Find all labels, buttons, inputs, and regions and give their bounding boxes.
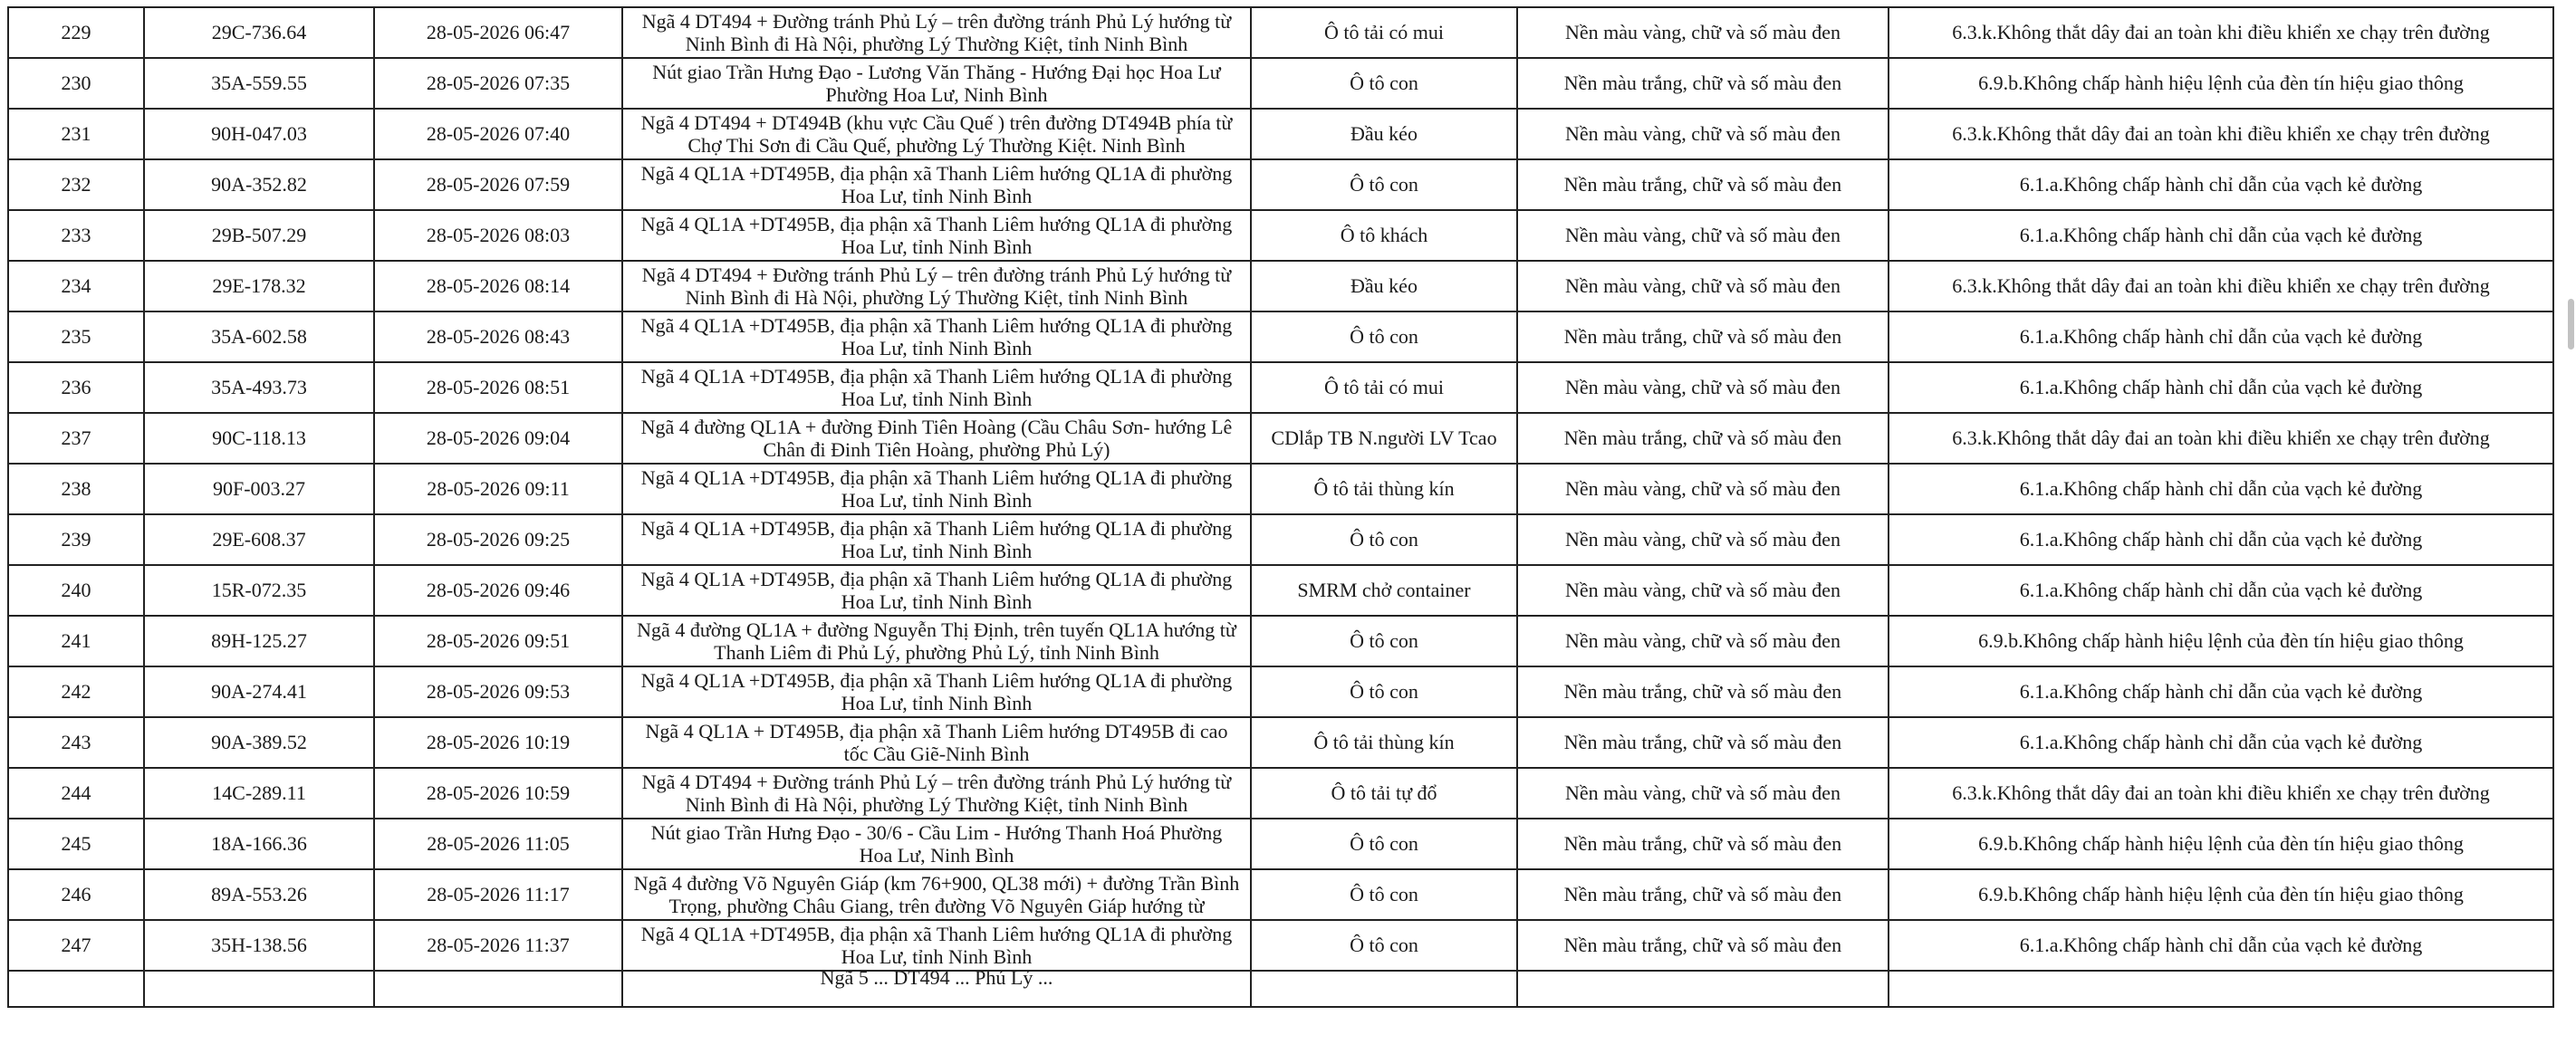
location-text: Ngã 4 QL1A +DT495B, địa phận xã Thanh Liêm hướng QL1A đi phường Hoa Lư, tỉnh Ninh Bình bbox=[640, 517, 1233, 562]
cell-stt[interactable]: 241 bbox=[8, 616, 144, 666]
table-row bbox=[8, 717, 2553, 768]
location-text: Ngã 4 đường QL1A + đường Nguyễn Thị Định, trên tuyến QL1A hướng từ Thanh Liêm đi Phủ Lý, phường Phủ Lý, tỉnh Ninh Bình bbox=[637, 618, 1236, 664]
cell-vehicle-type[interactable]: Ô tô con bbox=[1251, 159, 1517, 210]
cell-time[interactable]: 28-05-2026 08:14 bbox=[374, 261, 622, 311]
cell-plate[interactable]: 90A-274.41 bbox=[144, 666, 374, 717]
cell-location[interactable] bbox=[622, 971, 1251, 1007]
cell-plate[interactable]: 15R-072.35 bbox=[144, 565, 374, 616]
cell-plate-color[interactable]: Nền màu vàng, chữ và số màu đen bbox=[1517, 768, 1889, 819]
cell-plate[interactable]: 90A-352.82 bbox=[144, 159, 374, 210]
cell-vehicle-type[interactable]: SMRM chở container bbox=[1251, 565, 1517, 616]
cell-plate-color[interactable]: Nền màu trắng, chữ và số màu đen bbox=[1517, 666, 1889, 717]
cell-plate[interactable]: 29C-736.64 bbox=[144, 7, 374, 58]
cell-plate[interactable]: 29E-608.37 bbox=[144, 514, 374, 565]
cell-vehicle-type[interactable]: Ô tô tải có mui bbox=[1251, 7, 1517, 58]
cell-time[interactable]: 28-05-2026 08:03 bbox=[374, 210, 622, 261]
location-text: Nút giao Trần Hưng Đạo - Lương Văn Thăng - Hướng Đại học Hoa Lư Phường Hoa Lư, Ninh Bình bbox=[652, 61, 1221, 106]
table-row bbox=[8, 514, 2553, 565]
location-text: Ngã 4 QL1A +DT495B, địa phận xã Thanh Liêm hướng QL1A đi phường Hoa Lư, tỉnh Ninh Bình bbox=[640, 162, 1233, 207]
cell-time[interactable] bbox=[374, 971, 622, 1007]
table-row bbox=[8, 616, 2553, 666]
cell-time[interactable]: 28-05-2026 07:40 bbox=[374, 109, 622, 159]
cell-violation[interactable]: 6.9.b.Không chấp hành hiệu lệnh của đèn tín hiệu giao thông bbox=[1889, 58, 2553, 109]
cell-violation[interactable]: 6.1.a.Không chấp hành chỉ dẫn của vạch kẻ đường bbox=[1889, 565, 2553, 616]
cell-plate-color[interactable]: Nền màu trắng, chữ và số màu đen bbox=[1517, 159, 1889, 210]
cell-stt[interactable]: 232 bbox=[8, 159, 144, 210]
table-row bbox=[8, 311, 2553, 362]
cell-violation[interactable]: 6.1.a.Không chấp hành chỉ dẫn của vạch kẻ đường bbox=[1889, 311, 2553, 362]
cell-stt[interactable]: 239 bbox=[8, 514, 144, 565]
cell-plate[interactable]: 35H-138.56 bbox=[144, 920, 374, 971]
table-row bbox=[8, 362, 2553, 413]
cell-location[interactable] bbox=[622, 869, 1251, 920]
cell-stt[interactable]: 245 bbox=[8, 819, 144, 869]
cell-stt[interactable]: 244 bbox=[8, 768, 144, 819]
cell-stt[interactable]: 246 bbox=[8, 869, 144, 920]
cell-time[interactable]: 28-05-2026 09:25 bbox=[374, 514, 622, 565]
cell-plate-color[interactable]: Nền màu vàng, chữ và số màu đen bbox=[1517, 109, 1889, 159]
cell-plate[interactable]: 89H-125.27 bbox=[144, 616, 374, 666]
cell-stt[interactable]: 229 bbox=[8, 7, 144, 58]
cell-plate-color[interactable]: Nền màu trắng, chữ và số màu đen bbox=[1517, 58, 1889, 109]
cell-location[interactable] bbox=[622, 311, 1251, 362]
cell-plate-color[interactable]: Nền màu vàng, chữ và số màu đen bbox=[1517, 565, 1889, 616]
cell-violation[interactable]: 6.1.a.Không chấp hành chỉ dẫn của vạch kẻ đường bbox=[1889, 920, 2553, 971]
cell-vehicle-type[interactable]: Đầu kéo bbox=[1251, 261, 1517, 311]
cell-location[interactable] bbox=[622, 768, 1251, 819]
cell-time[interactable]: 28-05-2026 11:05 bbox=[374, 819, 622, 869]
cell-vehicle-type[interactable]: Ô tô con bbox=[1251, 819, 1517, 869]
cell-location[interactable] bbox=[622, 666, 1251, 717]
cell-violation[interactable]: 6.1.a.Không chấp hành chỉ dẫn của vạch kẻ đường bbox=[1889, 210, 2553, 261]
cell-violation[interactable] bbox=[1889, 971, 2553, 1007]
location-text: Ngã 4 QL1A +DT495B, địa phận xã Thanh Liêm hướng QL1A đi phường Hoa Lư, tỉnh Ninh Bình bbox=[640, 669, 1233, 714]
cell-location[interactable] bbox=[622, 362, 1251, 413]
cell-violation[interactable]: 6.3.k.Không thắt dây đai an toàn khi điều khiển xe chạy trên đường bbox=[1889, 413, 2553, 464]
cell-stt[interactable]: 235 bbox=[8, 311, 144, 362]
cell-violation[interactable]: 6.3.k.Không thắt dây đai an toàn khi điều khiển xe chạy trên đường bbox=[1889, 7, 2553, 58]
cell-time[interactable]: 28-05-2026 10:59 bbox=[374, 768, 622, 819]
cell-plate[interactable]: 90A-389.52 bbox=[144, 717, 374, 768]
violations-table bbox=[7, 6, 2554, 1008]
location-text: Ngã 4 DT494 + Đường tránh Phủ Lý – trên đường tránh Phủ Lý hướng từ Ninh Bình đi Hà Nội, phường Lý Thường Kiệt, tỉnh Ninh Bình bbox=[641, 771, 1232, 816]
cell-plate[interactable]: 90H-047.03 bbox=[144, 109, 374, 159]
location-text: Ngã 4 QL1A +DT495B, địa phận xã Thanh Liêm hướng QL1A đi phường Hoa Lư, tỉnh Ninh Bình bbox=[640, 923, 1233, 968]
cell-stt[interactable]: 234 bbox=[8, 261, 144, 311]
table-row bbox=[8, 464, 2553, 514]
cell-location[interactable] bbox=[622, 210, 1251, 261]
cell-location[interactable] bbox=[622, 109, 1251, 159]
cell-plate[interactable]: 90C-118.13 bbox=[144, 413, 374, 464]
location-text: Ngã 4 QL1A +DT495B, địa phận xã Thanh Liêm hướng QL1A đi phường Hoa Lư, tỉnh Ninh Bình bbox=[640, 314, 1233, 359]
cell-vehicle-type[interactable]: Ô tô tải thùng kín bbox=[1251, 717, 1517, 768]
location-text: Ngã 4 đường Võ Nguyên Giáp (km 76+900, QL38 mới) + đường Trần Bình Trọng, phường Châu Giang, trên đường Võ Nguyên Giáp hướng từ bbox=[633, 872, 1240, 917]
cell-time[interactable]: 28-05-2026 08:43 bbox=[374, 311, 622, 362]
cell-plate[interactable]: 18A-166.36 bbox=[144, 819, 374, 869]
cell-plate-color[interactable]: Nền màu vàng, chữ và số màu đen bbox=[1517, 7, 1889, 58]
table-row bbox=[8, 413, 2553, 464]
cell-location[interactable] bbox=[622, 261, 1251, 311]
location-text: Ngã 4 DT494 + Đường tránh Phủ Lý – trên đường tránh Phủ Lý hướng từ Ninh Bình đi Hà Nội, phường Lý Thường Kiệt, tỉnh Ninh Bình bbox=[641, 264, 1232, 309]
cell-plate-color[interactable]: Nền màu vàng, chữ và số màu đen bbox=[1517, 514, 1889, 565]
table-row bbox=[8, 920, 2553, 971]
cell-plate[interactable]: 35A-493.73 bbox=[144, 362, 374, 413]
cell-time[interactable]: 28-05-2026 08:51 bbox=[374, 362, 622, 413]
table-row bbox=[8, 159, 2553, 210]
cell-plate-color[interactable]: Nền màu vàng, chữ và số màu đen bbox=[1517, 362, 1889, 413]
cell-plate[interactable] bbox=[144, 971, 374, 1007]
cell-violation[interactable]: 6.1.a.Không chấp hành chỉ dẫn của vạch kẻ đường bbox=[1889, 362, 2553, 413]
location-text: Ngã 4 đường QL1A + đường Đinh Tiên Hoàng (Cầu Châu Sơn- hướng Lê Chân đi Đinh Tiên Hoàng, phường Phủ Lý) bbox=[640, 416, 1233, 461]
cell-plate[interactable]: 90F-003.27 bbox=[144, 464, 374, 514]
cell-plate[interactable]: 29E-178.32 bbox=[144, 261, 374, 311]
cell-vehicle-type[interactable]: CDlắp TB N.người LV Tcao bbox=[1251, 413, 1517, 464]
cell-location[interactable] bbox=[622, 413, 1251, 464]
cell-stt[interactable]: 242 bbox=[8, 666, 144, 717]
location-text: Nút giao Trần Hưng Đạo - 30/6 - Cầu Lim - Hướng Thanh Hoá Phường Hoa Lư, Ninh Bình bbox=[650, 821, 1223, 867]
cell-vehicle-type[interactable]: Ô tô tải thùng kín bbox=[1251, 464, 1517, 514]
cell-location[interactable] bbox=[622, 819, 1251, 869]
cell-location[interactable] bbox=[622, 58, 1251, 109]
cell-vehicle-type[interactable]: Ô tô con bbox=[1251, 616, 1517, 666]
location-text: Ngã 4 QL1A +DT495B, địa phận xã Thanh Liêm hướng QL1A đi phường Hoa Lư, tỉnh Ninh Bình bbox=[640, 365, 1233, 410]
cell-violation[interactable]: 6.3.k.Không thắt dây đai an toàn khi điều khiển xe chạy trên đường bbox=[1889, 261, 2553, 311]
location-text: Ngã 4 QL1A + DT495B, địa phận xã Thanh Liêm hướng DT495B đi cao tốc Cầu Giẽ-Ninh Bình bbox=[645, 720, 1228, 765]
cell-stt[interactable]: 240 bbox=[8, 565, 144, 616]
cell-stt[interactable]: 247 bbox=[8, 920, 144, 971]
cell-vehicle-type[interactable]: Ô tô con bbox=[1251, 58, 1517, 109]
cell-vehicle-type[interactable]: Ô tô con bbox=[1251, 514, 1517, 565]
cell-vehicle-type[interactable]: Ô tô con bbox=[1251, 666, 1517, 717]
cell-time[interactable]: 28-05-2026 06:47 bbox=[374, 7, 622, 58]
table-row bbox=[8, 261, 2553, 311]
cell-plate-color[interactable] bbox=[1517, 971, 1889, 1007]
vertical-scrollbar[interactable] bbox=[2563, 0, 2576, 1054]
cell-violation[interactable]: 6.9.b.Không chấp hành hiệu lệnh của đèn tín hiệu giao thông bbox=[1889, 616, 2553, 666]
cell-vehicle-type[interactable]: Ô tô con bbox=[1251, 920, 1517, 971]
cell-time[interactable]: 28-05-2026 09:53 bbox=[374, 666, 622, 717]
cell-stt[interactable]: 231 bbox=[8, 109, 144, 159]
cell-violation[interactable]: 6.1.a.Không chấp hành chỉ dẫn của vạch kẻ đường bbox=[1889, 514, 2553, 565]
cell-vehicle-type[interactable]: Ô tô con bbox=[1251, 869, 1517, 920]
cell-violation[interactable]: 6.1.a.Không chấp hành chỉ dẫn của vạch kẻ đường bbox=[1889, 717, 2553, 768]
cell-stt[interactable]: 233 bbox=[8, 210, 144, 261]
location-text: Ngã 4 QL1A +DT495B, địa phận xã Thanh Liêm hướng QL1A đi phường Hoa Lư, tỉnh Ninh Bình bbox=[640, 466, 1233, 512]
cell-plate-color[interactable]: Nền màu trắng, chữ và số màu đen bbox=[1517, 413, 1889, 464]
location-text: Ngã 4 QL1A +DT495B, địa phận xã Thanh Liêm hướng QL1A đi phường Hoa Lư, tỉnh Ninh Bình bbox=[640, 213, 1233, 258]
cell-location[interactable] bbox=[622, 616, 1251, 666]
cell-vehicle-type[interactable]: Ô tô tải có mui bbox=[1251, 362, 1517, 413]
location-text: Ngã 4 DT494 + Đường tránh Phủ Lý – trên đường tránh Phủ Lý hướng từ Ninh Bình đi Hà Nội, phường Lý Thường Kiệt, tỉnh Ninh Bình bbox=[641, 10, 1232, 55]
cell-violation[interactable]: 6.1.a.Không chấp hành chỉ dẫn của vạch kẻ đường bbox=[1889, 666, 2553, 717]
cell-plate-color[interactable]: Nền màu vàng, chữ và số màu đen bbox=[1517, 261, 1889, 311]
cell-time[interactable]: 28-05-2026 10:19 bbox=[374, 717, 622, 768]
cell-vehicle-type[interactable]: Đầu kéo bbox=[1251, 109, 1517, 159]
cell-stt[interactable]: 236 bbox=[8, 362, 144, 413]
cell-plate[interactable]: 29B-507.29 bbox=[144, 210, 374, 261]
cell-plate-color[interactable]: Nền màu vàng, chữ và số màu đen bbox=[1517, 210, 1889, 261]
scrollbar-thumb[interactable] bbox=[2568, 299, 2574, 350]
cell-plate[interactable]: 14C-289.11 bbox=[144, 768, 374, 819]
cell-time[interactable]: 28-05-2026 09:04 bbox=[374, 413, 622, 464]
cell-time[interactable]: 28-05-2026 11:37 bbox=[374, 920, 622, 971]
table-row-partial bbox=[8, 971, 2553, 1007]
cell-vehicle-type[interactable] bbox=[1251, 971, 1517, 1007]
cell-plate-color[interactable]: Nền màu trắng, chữ và số màu đen bbox=[1517, 717, 1889, 768]
table-row bbox=[8, 819, 2553, 869]
table-row bbox=[8, 768, 2553, 819]
cell-violation[interactable]: 6.3.k.Không thắt dây đai an toàn khi điều khiển xe chạy trên đường bbox=[1889, 768, 2553, 819]
cell-location[interactable] bbox=[622, 565, 1251, 616]
table-row bbox=[8, 7, 2553, 58]
cell-time[interactable]: 28-05-2026 09:46 bbox=[374, 565, 622, 616]
cell-violation[interactable]: 6.1.a.Không chấp hành chỉ dẫn của vạch kẻ đường bbox=[1889, 464, 2553, 514]
cell-location[interactable] bbox=[622, 717, 1251, 768]
cell-stt[interactable]: 238 bbox=[8, 464, 144, 514]
cell-stt[interactable]: 237 bbox=[8, 413, 144, 464]
cell-plate[interactable]: 35A-602.58 bbox=[144, 311, 374, 362]
cell-stt[interactable]: 243 bbox=[8, 717, 144, 768]
cell-time[interactable]: 28-05-2026 09:11 bbox=[374, 464, 622, 514]
table-row bbox=[8, 565, 2553, 616]
table-row bbox=[8, 869, 2553, 920]
cell-vehicle-type[interactable]: Ô tô tải tự đổ bbox=[1251, 768, 1517, 819]
cell-time[interactable]: 28-05-2026 11:17 bbox=[374, 869, 622, 920]
cell-violation[interactable]: 6.9.b.Không chấp hành hiệu lệnh của đèn tín hiệu giao thông bbox=[1889, 819, 2553, 869]
table-row bbox=[8, 666, 2553, 717]
cell-plate-color[interactable]: Nền màu trắng, chữ và số màu đen bbox=[1517, 819, 1889, 869]
cell-time[interactable]: 28-05-2026 07:59 bbox=[374, 159, 622, 210]
table-row bbox=[8, 210, 2553, 261]
cell-location[interactable] bbox=[622, 920, 1251, 971]
cell-violation[interactable]: 6.9.b.Không chấp hành hiệu lệnh của đèn tín hiệu giao thông bbox=[1889, 869, 2553, 920]
cell-vehicle-type[interactable]: Ô tô con bbox=[1251, 311, 1517, 362]
cell-location[interactable] bbox=[622, 7, 1251, 58]
cell-violation[interactable]: 6.1.a.Không chấp hành chỉ dẫn của vạch kẻ đường bbox=[1889, 159, 2553, 210]
cell-time[interactable]: 28-05-2026 09:51 bbox=[374, 616, 622, 666]
location-text: Ngã 4 QL1A +DT495B, địa phận xã Thanh Liêm hướng QL1A đi phường Hoa Lư, tỉnh Ninh Bình bbox=[640, 568, 1233, 613]
cell-plate-color[interactable]: Nền màu vàng, chữ và số màu đen bbox=[1517, 616, 1889, 666]
cell-location[interactable] bbox=[622, 464, 1251, 514]
location-text: Ngã 5 ... DT494 ... Phủ Lý ... bbox=[820, 971, 1053, 989]
location-text: Ngã 4 DT494 + DT494B (khu vực Cầu Quế ) trên đường DT494B phía từ Chợ Thi Sơn đi Cầu Quế, phường Lý Thường Kiệt. Ninh Bình bbox=[640, 111, 1233, 157]
cell-violation[interactable]: 6.3.k.Không thắt dây đai an toàn khi điều khiển xe chạy trên đường bbox=[1889, 109, 2553, 159]
cell-location[interactable] bbox=[622, 514, 1251, 565]
cell-location[interactable] bbox=[622, 159, 1251, 210]
cell-time[interactable]: 28-05-2026 07:35 bbox=[374, 58, 622, 109]
cell-plate[interactable]: 89A-553.26 bbox=[144, 869, 374, 920]
table-body bbox=[8, 7, 2553, 1007]
cell-plate-color[interactable]: Nền màu vàng, chữ và số màu đen bbox=[1517, 464, 1889, 514]
table-row bbox=[8, 109, 2553, 159]
cell-stt[interactable]: 230 bbox=[8, 58, 144, 109]
cell-plate[interactable]: 35A-559.55 bbox=[144, 58, 374, 109]
cell-plate-color[interactable]: Nền màu trắng, chữ và số màu đen bbox=[1517, 920, 1889, 971]
cell-plate-color[interactable]: Nền màu trắng, chữ và số màu đen bbox=[1517, 869, 1889, 920]
cell-stt[interactable] bbox=[8, 971, 144, 1007]
table-row bbox=[8, 58, 2553, 109]
cell-plate-color[interactable]: Nền màu trắng, chữ và số màu đen bbox=[1517, 311, 1889, 362]
cell-vehicle-type[interactable]: Ô tô khách bbox=[1251, 210, 1517, 261]
